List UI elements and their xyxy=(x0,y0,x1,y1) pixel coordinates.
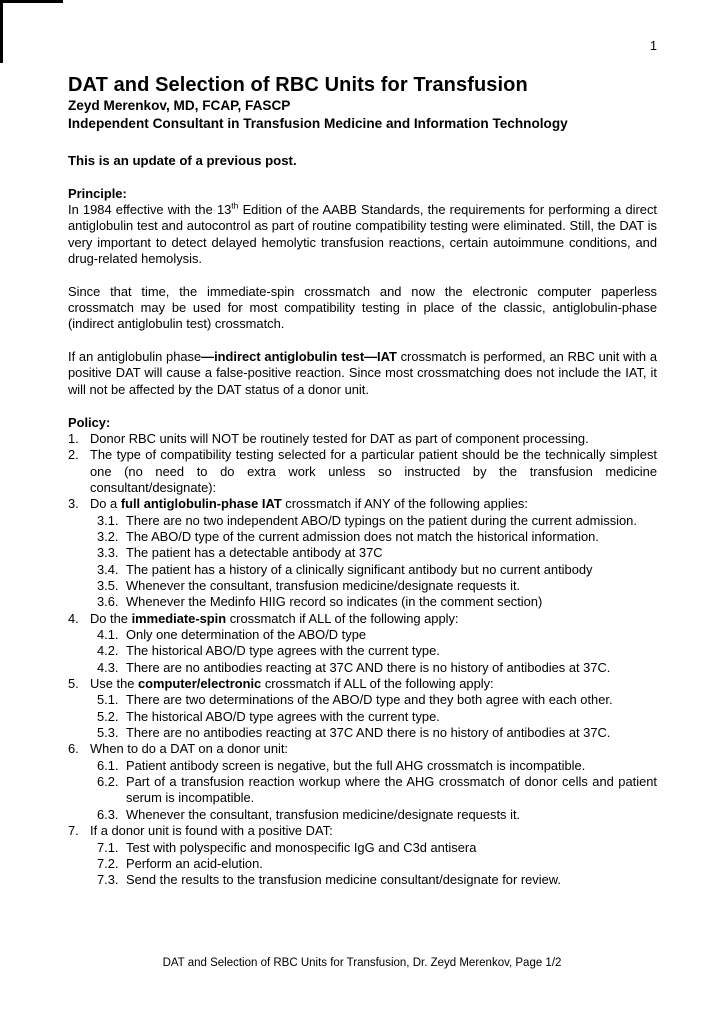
item-text: Do a full antiglobulin-phase IAT crossmatch if ANY of the following applies: xyxy=(90,496,528,512)
policy-subitem xyxy=(68,529,657,545)
subitem-text: Test with polyspecific and monospecific IgG and C3d antisera xyxy=(126,839,477,855)
policy-subitem xyxy=(68,709,657,725)
principle-paragraph-3 xyxy=(68,349,657,398)
subitem-number: 4.2. xyxy=(97,643,119,659)
policy-subitem xyxy=(68,643,657,659)
subitem-number: 3.1. xyxy=(97,512,119,528)
policy-subitem xyxy=(68,758,657,774)
policy-subitem xyxy=(68,562,657,578)
subitem-number: 5.1. xyxy=(97,692,119,708)
subitem-number: 7.3. xyxy=(97,872,119,888)
superscript-th: th xyxy=(231,200,239,211)
subitem-text: Perform an acid-elution. xyxy=(126,855,263,871)
principle-heading: Principle: xyxy=(68,185,127,201)
subitem-number: 7.1. xyxy=(97,839,119,855)
policy-subitem xyxy=(68,513,657,529)
subitem-text: Only one determination of the ABO/D type xyxy=(126,627,367,643)
subitem-number: 3.4. xyxy=(97,561,119,577)
subitem-number: 3.5. xyxy=(97,578,119,593)
item-text: Donor RBC units will NOT be routinely tested for DAT as part of component processing. xyxy=(90,430,589,446)
document-author: Zeyd Merenkov, MD, FCAP, FASCP xyxy=(68,98,291,114)
item-number: 4. xyxy=(68,610,79,626)
document-title: DAT and Selection of RBC Units for Transfusion xyxy=(68,74,528,97)
paragraph-text: crossmatch is performed, an RBC unit with a positive DAT will cause a false-positive reaction. Since most crossmatching does not include the IAT, it will not be affected by the DAT status of a donor unit. xyxy=(68,349,657,397)
item-number: 5. xyxy=(68,676,79,692)
policy-item xyxy=(68,611,657,627)
subitem-text: Whenever the consultant, transfusion medicine/designate requests it. xyxy=(126,578,521,593)
policy-subitem xyxy=(68,594,657,610)
paragraph-text: In 1984 effective with the 13 xyxy=(68,202,232,218)
item-number: 6. xyxy=(68,741,79,757)
document-affiliation: Independent Consultant in Transfusion Medicine and Information Technology xyxy=(68,115,568,131)
subitem-text: There are no antibodies reacting at 37C AND there is no history of antibodies at 37C. xyxy=(126,659,611,675)
policy-item xyxy=(68,741,657,757)
item-number: 3. xyxy=(68,496,79,512)
subitem-text: The historical ABO/D type agrees with the current type. xyxy=(126,643,440,659)
subitem-text: There are two determinations of the ABO/D type and they both agree with each other. xyxy=(126,692,613,708)
scan-corner-mark-vertical xyxy=(0,0,3,63)
subitem-text: The patient has a detectable antibody at 37C xyxy=(126,545,383,561)
policy-subitem xyxy=(68,692,657,708)
policy-item xyxy=(68,676,657,692)
principle-paragraph-2: Since that time, the immediate-spin crossmatch and now the electronic computer paperless crossmatch may be used for most compatibility testing in place of the classic, antiglobulin-phase (indirect antiglobulin test) crossmatch. xyxy=(68,283,657,332)
policy-subitem xyxy=(68,872,657,888)
principle-paragraph-1 xyxy=(68,202,657,267)
item-number: 2. xyxy=(68,447,79,463)
subitem-text: Whenever the consultant, transfusion medicine/designate requests it. xyxy=(126,806,521,822)
page-number: 1 xyxy=(649,38,657,53)
item-number: 7. xyxy=(68,823,79,839)
scan-corner-mark-horizontal xyxy=(0,0,63,3)
bold-phrase: —indirect antiglobulin test—IAT xyxy=(201,349,397,365)
subitem-number: 7.2. xyxy=(97,855,119,871)
policy-item xyxy=(68,431,657,447)
item-number: 1. xyxy=(68,430,79,446)
subitem-number: 5.3. xyxy=(97,725,119,741)
subitem-text: The ABO/D type of the current admission does not match the historical information. xyxy=(126,528,599,544)
item-text: Do the immediate-spin crossmatch if ALL of the following apply: xyxy=(90,610,459,626)
policy-subitem xyxy=(68,660,657,676)
subitem-text: There are no two independent ABO/D typings on the patient during the current admission. xyxy=(126,512,637,528)
subitem-number: 3.6. xyxy=(97,594,119,610)
paragraph-text: If an antiglobulin phase xyxy=(68,349,202,365)
subitem-text: Send the results to the transfusion medicine consultant/designate for review. xyxy=(126,872,561,888)
subitem-text: The patient has a history of a clinically significant antibody but no current antibody xyxy=(126,561,593,577)
policy-subitem xyxy=(68,578,657,594)
policy-subitem xyxy=(68,545,657,561)
policy-subitem xyxy=(68,774,657,807)
policy-subitem xyxy=(68,856,657,872)
subitem-text: There are no antibodies reacting at 37C AND there is no history of antibodies at 37C. xyxy=(126,725,611,741)
subitem-text: Part of a transfusion reaction workup where the AHG crossmatch of donor cells and patient serum is incompatible. xyxy=(126,774,657,806)
subitem-number: 3.3. xyxy=(97,545,119,561)
policy-item xyxy=(68,823,657,839)
policy-item xyxy=(68,496,657,512)
subitem-number: 4.1. xyxy=(97,627,119,643)
page-footer: DAT and Selection of RBC Units for Transfusion, Dr. Zeyd Merenkov, Page 1/2 xyxy=(162,957,562,969)
policy-item xyxy=(68,447,657,496)
update-note: This is an update of a previous post. xyxy=(68,153,297,169)
policy-list xyxy=(68,431,657,889)
subitem-number: 6.3. xyxy=(97,806,119,822)
paragraph-text: Edition of the AABB Standards, the requirements for performing a direct antiglobulin test and autocontrol as part of routine compatibility testing were eliminated. Still, the DAT is very important to detect delayed hemolytic transfusion reactions, certain autoimmune conditions, and drug-related hemolysis. xyxy=(68,202,657,267)
policy-subitem xyxy=(68,627,657,643)
item-text: If a donor unit is found with a positive DAT: xyxy=(90,823,333,839)
subitem-text: Patient antibody screen is negative, but the full AHG crossmatch is incompatible. xyxy=(126,757,586,773)
subitem-text: Whenever the Medinfo HIIG record so indicates (in the comment section) xyxy=(126,594,543,610)
subitem-number: 3.2. xyxy=(97,528,119,544)
subitem-number: 5.2. xyxy=(97,708,119,724)
subitem-text: The historical ABO/D type agrees with the current type. xyxy=(126,708,440,724)
policy-subitem xyxy=(68,725,657,741)
item-text: Use the computer/electronic crossmatch if ALL of the following apply: xyxy=(90,676,494,692)
policy-subitem xyxy=(68,840,657,856)
subitem-number: 4.3. xyxy=(97,659,119,675)
subitem-number: 6.2. xyxy=(97,774,119,790)
item-text: The type of compatibility testing selected for a particular patient should be the technically simplest one (no need to do extra work unless so instructed by the transfusion medicine consultant/designate): xyxy=(90,447,657,495)
item-text: When to do a DAT on a donor unit: xyxy=(90,741,289,757)
subitem-number: 6.1. xyxy=(97,757,119,773)
policy-subitem xyxy=(68,807,657,823)
policy-heading: Policy: xyxy=(68,414,111,430)
